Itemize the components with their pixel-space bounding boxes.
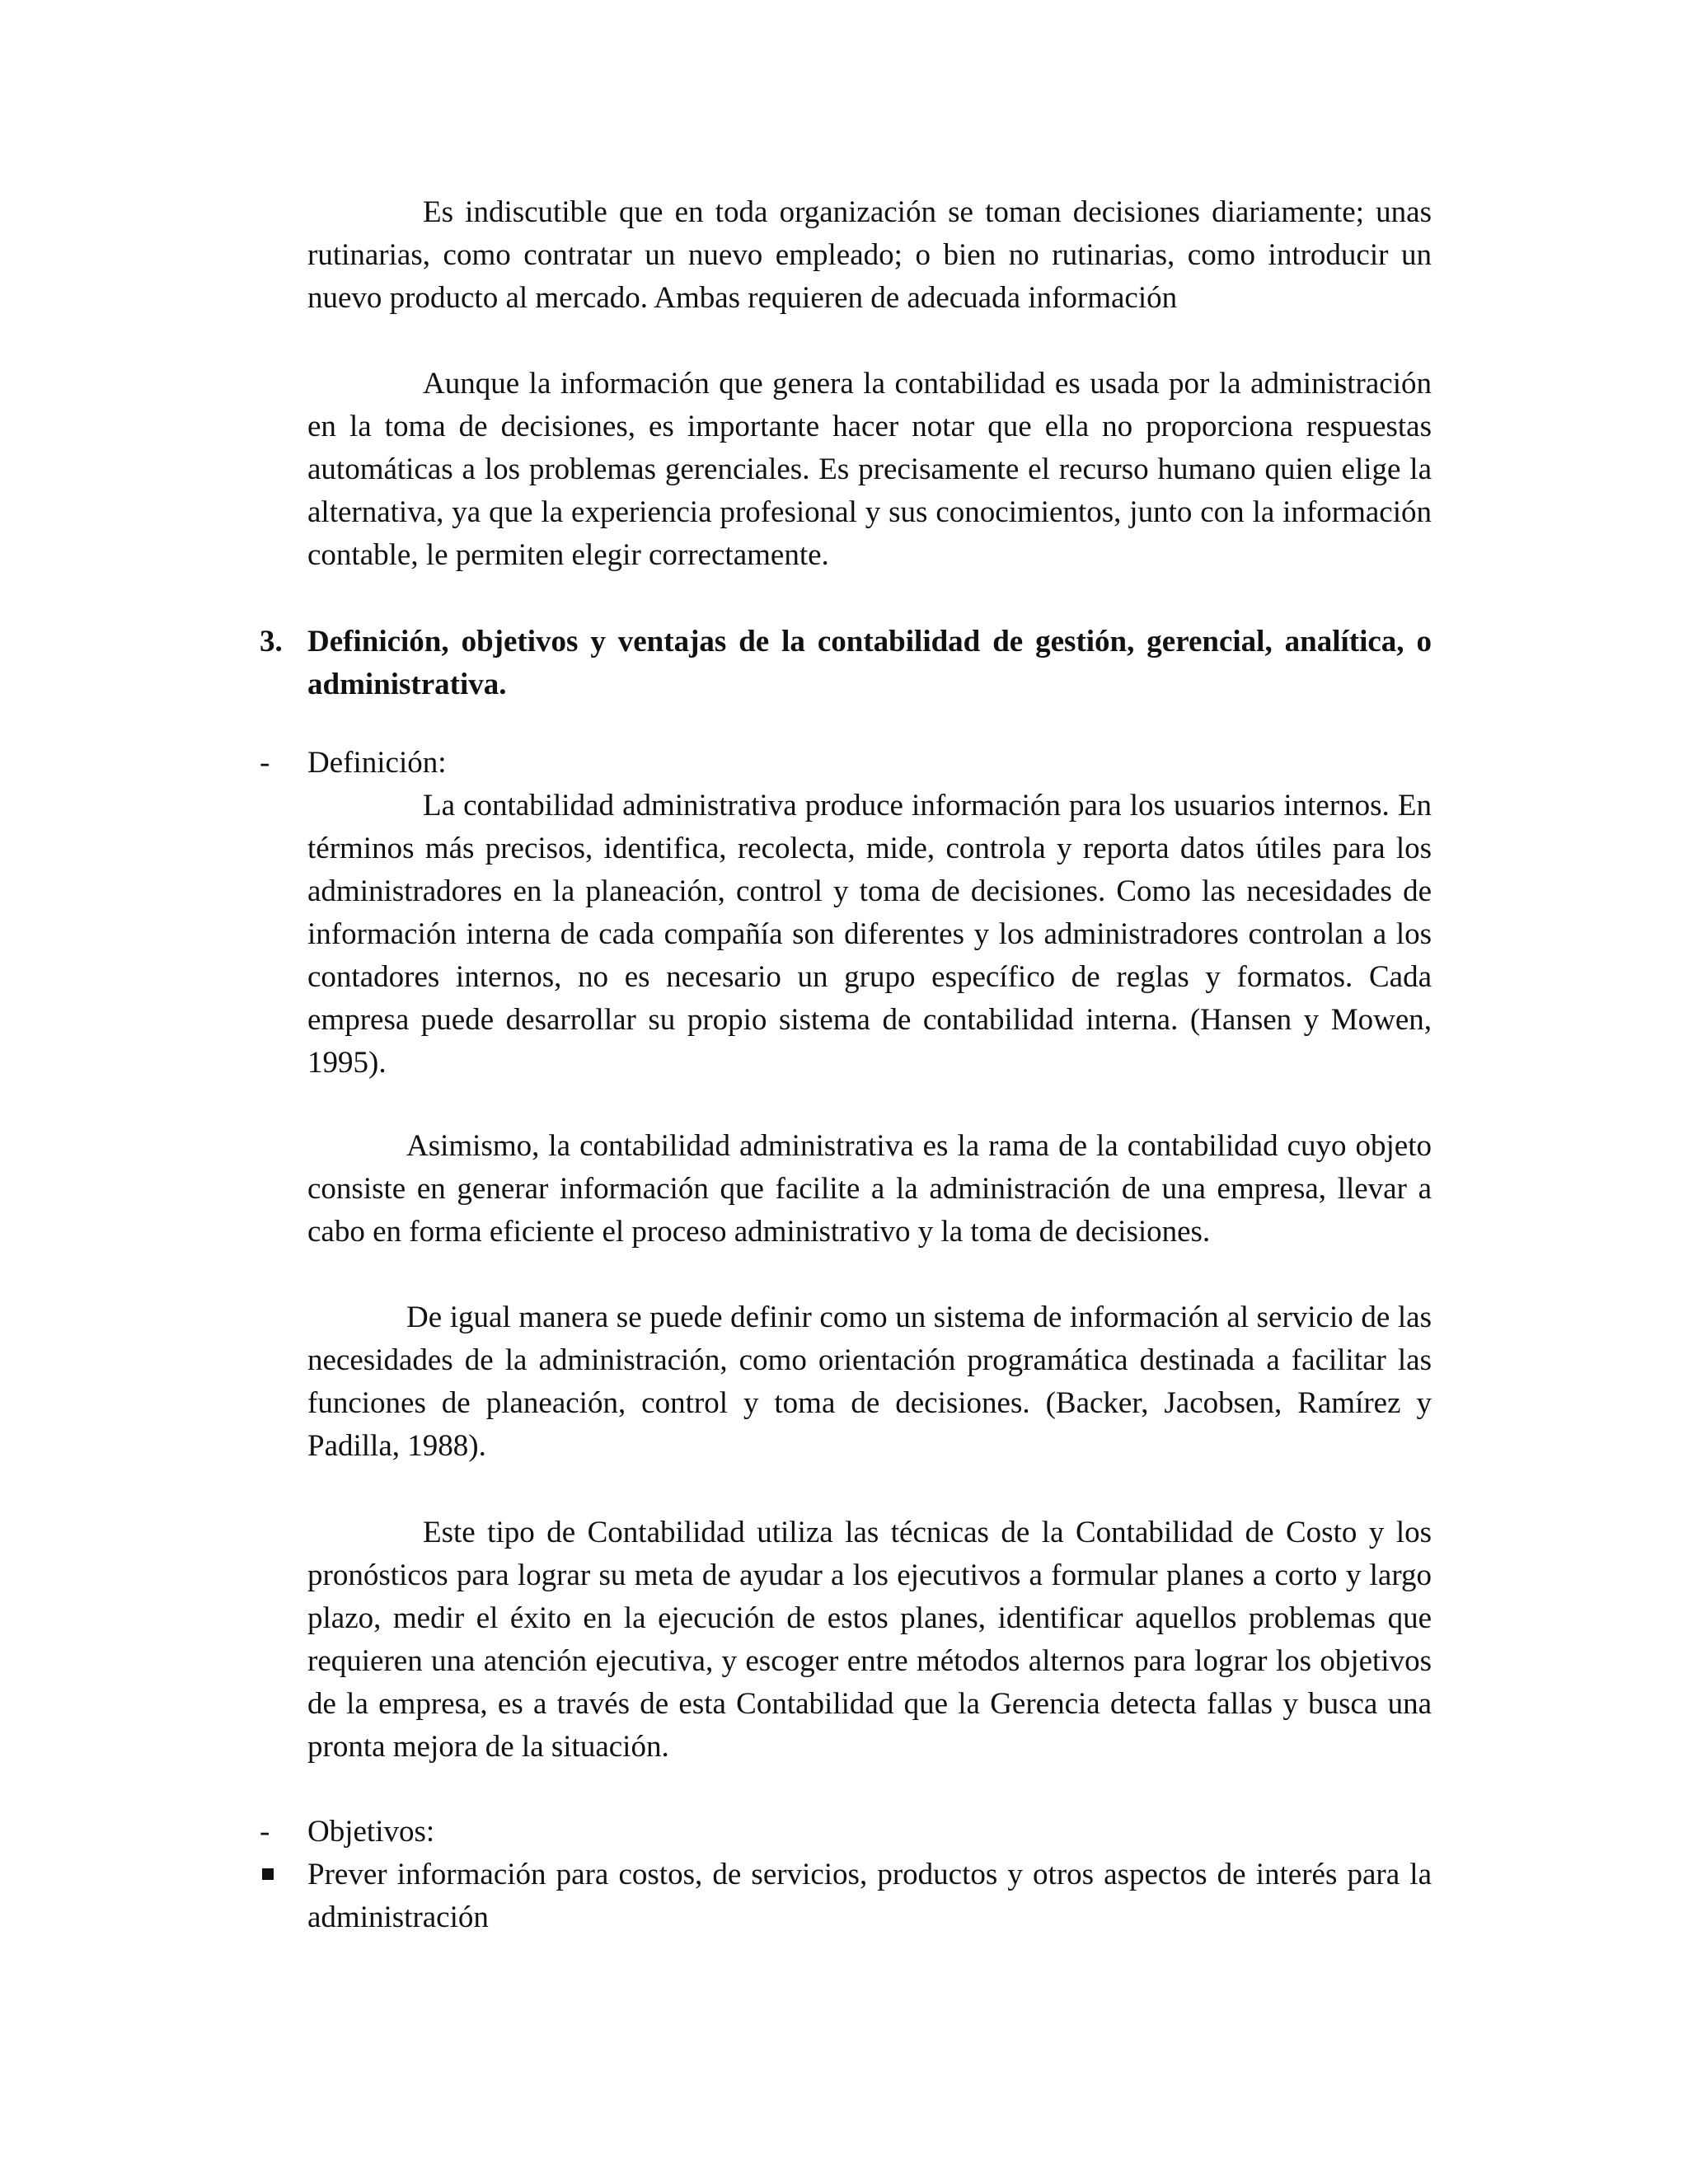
definition-paragraph-4: Este tipo de Contabilidad utiliza las técnicas de la Contabilidad de Costo y los pronósticos para lograr su meta de ayudar a los ejecutivos a formular planes a corto y largo plazo, medir el éxito en la ejecución de estos planes, identificar aquellos problemas que requieren una atención ejecutiva, y escoger entre métodos alternos para lograr los objetivos de la empresa, es a través de esta Contabilidad que la Gerencia detecta fallas y busca una pronta mejora de la situación.	[307, 1516, 1432, 1764]
intro-paragraph-2: Aunque la información que genera la contabilidad es usada por la administración en la toma de decisiones, es importante hacer notar que ella no proporciona respuestas automáticas a los problemas gerenciales. Es precisamente el recurso humano quien elige la alternativa, ya que la experiencia profesional y sus conocimientos, junto con la información contable, le permiten elegir correctamente.	[307, 367, 1432, 572]
section-heading: Definición, objetivos y ventajas de la contabilidad de gestión, gerencial, analítica, o administrativa.	[307, 625, 1432, 701]
definition-label: Definición:	[307, 746, 447, 780]
definition-paragraph-2: Asimismo, la contabilidad administrativa es la rama de la contabilidad cuyo objeto consiste en generar información que facilite a la administración de una empresa, llevar a cabo en forma eficiente el proceso administrativo y la toma de decisiones.	[307, 1129, 1432, 1249]
definition-paragraph-3: De igual manera se puede definir como un sistema de información al servicio de las necesidades de la administración, como orientación programática destinada a facilitar las funciones de planeación, control y toma de decisiones. (Backer, Jacobsen, Ramírez y Padilla, 1988).	[307, 1301, 1432, 1463]
square-bullet-icon	[262, 1868, 274, 1880]
section-number: 3.	[260, 625, 283, 658]
objectives-dash: -	[260, 1815, 270, 1849]
definition-paragraph-1: La contabilidad administrativa produce información para los usuarios internos. En términos más precisos, identifica, recolecta, mide, controla y reporta datos útiles para los administradores en la planeación, control y toma de decisiones. Como las necesidades de información interna de cada compañía son diferentes y los administradores controlan a los contadores internos, no es necesario un grupo específico de reglas y formatos. Cada empresa puede desarrollar su propio sistema de contabilidad interna. (Hansen y Mowen, 1995).	[307, 789, 1432, 1080]
intro-paragraph-1: Es indiscutible que en toda organización se toman decisiones diariamente; unas rutinarias, como contratar un nuevo empleado; o bien no rutinarias, como introducir un nuevo producto al mercado. Ambas requieren de adecuada información	[307, 195, 1432, 315]
definition-dash: -	[260, 746, 270, 780]
objectives-label: Objetivos:	[307, 1815, 435, 1849]
objective-item-1: Prever información para costos, de servicios, productos y otros aspectos de interés para la administración	[307, 1858, 1432, 1934]
